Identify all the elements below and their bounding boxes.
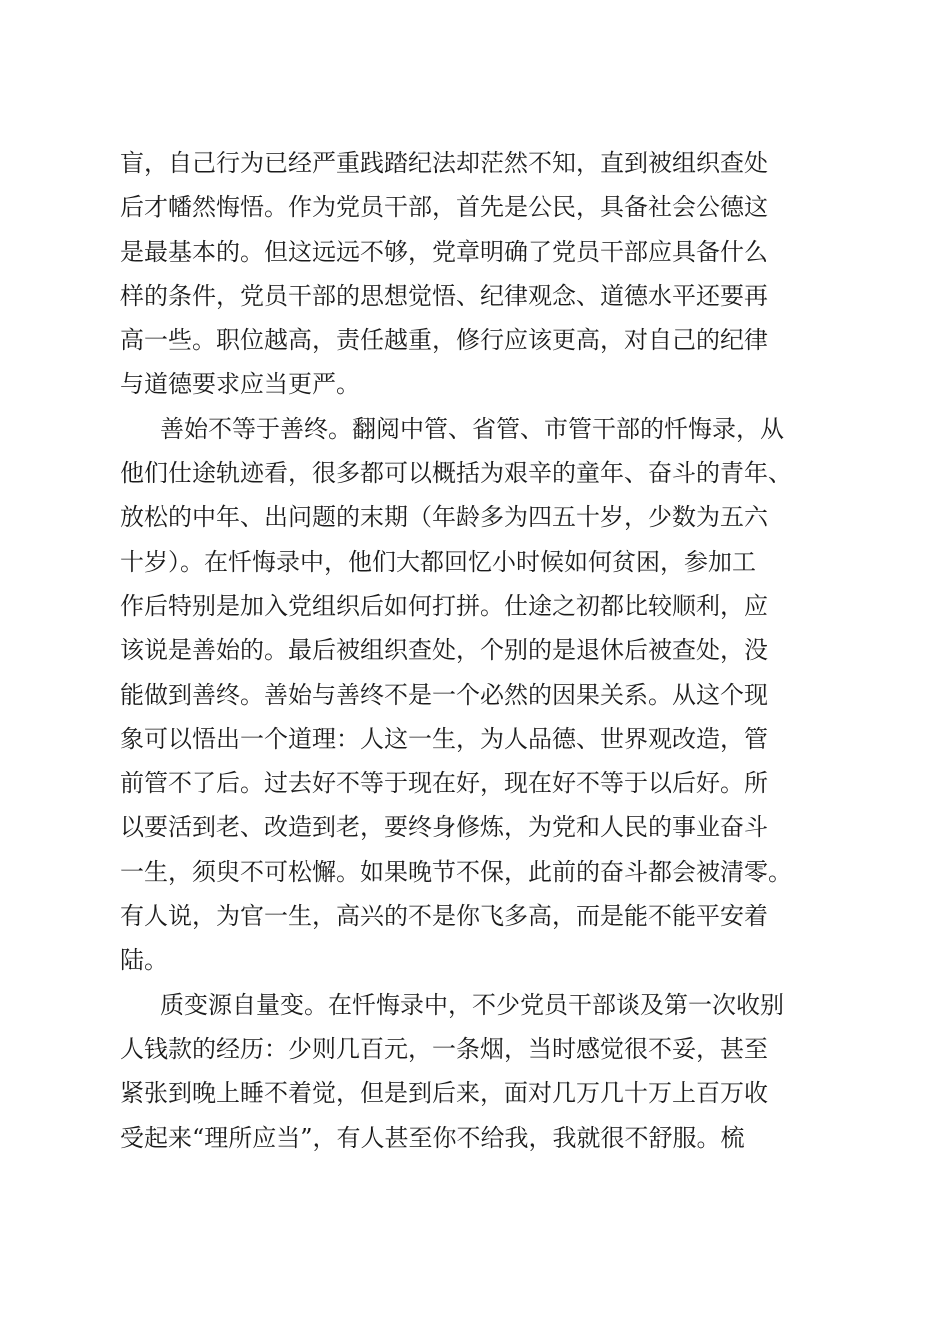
text-line: 与道德要求应当更严。	[120, 370, 360, 399]
text-line: 人钱款的经历：少则几百元，一条烟，当时感觉很不妥，甚至	[120, 1034, 768, 1063]
text-line: 以要活到老、改造到老，要终身修炼，为党和人民的事业奋斗	[120, 813, 768, 842]
text-line: 一生，须臾不可松懈。如果晚节不保，此前的奋斗都会被清零。	[120, 857, 792, 886]
text-line: 能做到善终。善始与善终不是一个必然的因果关系。从这个现	[120, 680, 768, 709]
text-line: 后才幡然悔悟。作为党员干部，首先是公民，具备社会公德这	[120, 193, 768, 222]
text-line: 是最基本的。但这远远不够，党章明确了党员干部应具备什么	[120, 237, 768, 266]
text-line: 紧张到晚上睡不着觉，但是到后来，面对几万几十万上百万收	[120, 1079, 768, 1108]
text-line: 作后特别是加入党组织后如何打拼。仕途之初都比较顺利，应	[120, 591, 768, 620]
paragraph-1	[120, 141, 840, 407]
document-body	[120, 141, 840, 1160]
text-line: 受起来“理所应当”，有人甚至你不给我，我就很不舒服。梳	[120, 1123, 745, 1152]
text-line: 有人说，为官一生，高兴的不是你飞多高，而是能不能平安着	[120, 902, 768, 931]
paragraph-3	[120, 983, 840, 1160]
paragraph-2	[120, 407, 840, 983]
text-line: 前管不了后。过去好不等于现在好，现在好不等于以后好。所	[120, 769, 768, 798]
text-line: 象可以悟出一个道理：人这一生，为人品德、世界观改造，管	[120, 724, 768, 753]
text-line: 质变源自量变。在忏悔录中，不少党员干部谈及第一次收别	[160, 990, 784, 1019]
text-line: 该说是善始的。最后被组织查处，个别的是退休后被查处，没	[120, 636, 768, 665]
text-line: 陆。	[120, 946, 168, 975]
text-line: 他们仕途轨迹看，很多都可以概括为艰辛的童年、奋斗的青年、	[120, 459, 792, 488]
text-line: 样的条件，党员干部的思想觉悟、纪律观念、道德水平还要再	[120, 281, 768, 310]
text-line: 放松的中年、出问题的末期（年龄多为四五十岁，少数为五六	[120, 503, 768, 532]
text-line: 盲，自己行为已经严重践踏纪法却茫然不知，直到被组织查处	[120, 149, 768, 177]
text-line: 善始不等于善终。翻阅中管、省管、市管干部的忏悔录，从	[160, 414, 784, 443]
text-line: 十岁）。在忏悔录中，他们大都回忆小时候如何贫困，参加工	[120, 547, 756, 576]
text-line: 高一些。职位越高，责任越重，修行应该更高，对自己的纪律	[120, 326, 768, 355]
